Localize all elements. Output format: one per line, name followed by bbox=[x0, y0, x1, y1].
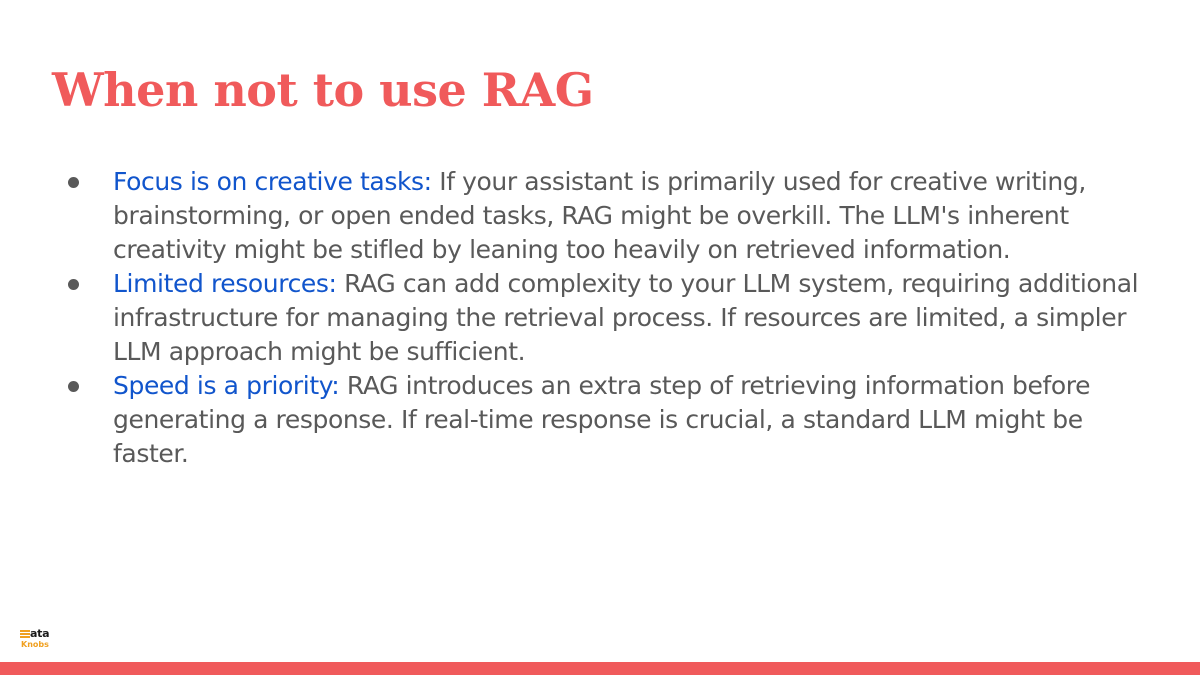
bullet-dot-icon bbox=[68, 381, 79, 392]
logo-word: ata bbox=[30, 627, 50, 640]
bullet-heading: Speed is a priority: bbox=[113, 371, 340, 400]
data-knobs-logo bbox=[20, 628, 60, 652]
logo-top-row bbox=[20, 628, 49, 640]
bullet-text: RAG can add complexity to your LLM system, requiring additional infrastructure for managing the retrieval process. If resources are limited, a simpler LLM approach might be sufficient. bbox=[113, 269, 1139, 366]
bullet-text: RAG introduces an extra step of retrieving information before generating a response. If real-time response is crucial, a standard LLM might be faster. bbox=[113, 371, 1091, 468]
slide-title: When not to use RAG bbox=[52, 63, 594, 117]
bullet-dot-icon bbox=[68, 177, 79, 188]
bullet-item bbox=[66, 165, 1151, 267]
bullet-item bbox=[66, 267, 1151, 369]
footer-accent-bar bbox=[0, 662, 1200, 675]
bullet-dot-icon bbox=[68, 279, 79, 290]
logo-subtext: Knobs bbox=[21, 640, 49, 649]
bullet-text: If your assistant is primarily used for creative writing, brainstorming, or open ended tasks, RAG might be overkill. The LLM's inherent creativity might be stifled by leaning too heavily on retrieved information. bbox=[113, 167, 1086, 264]
bullet-list bbox=[66, 165, 1151, 471]
logo-d-icon bbox=[20, 629, 30, 639]
bullet-heading: Focus is on creative tasks: bbox=[113, 167, 432, 196]
bullet-item bbox=[66, 369, 1151, 471]
bullet-heading: Limited resources: bbox=[113, 269, 337, 298]
